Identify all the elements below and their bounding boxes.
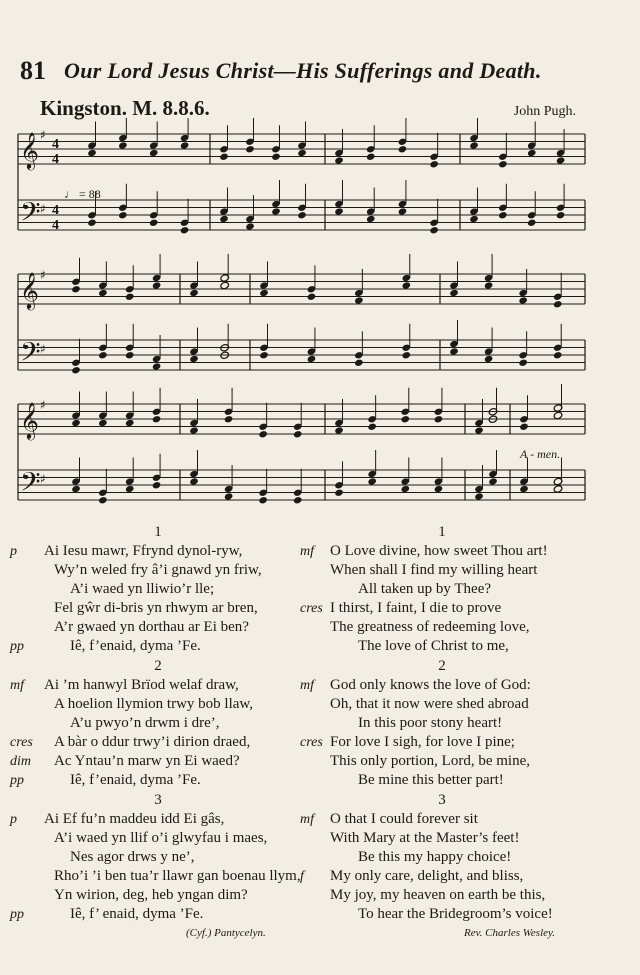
note-head — [527, 149, 537, 157]
note-head — [449, 289, 459, 297]
note-head — [98, 419, 108, 427]
verse-line — [300, 676, 600, 695]
lyric-text: Wy’n weled fry â’i gnawd yn friw, — [54, 562, 262, 578]
time-signature: 4 — [52, 137, 59, 152]
note-head — [474, 492, 484, 500]
note-head — [366, 153, 376, 161]
note-head — [98, 496, 108, 504]
bass-clef: 𝄢 — [20, 196, 41, 234]
note-head — [189, 289, 199, 297]
note-head — [259, 351, 269, 359]
note-head — [354, 296, 364, 304]
note-head — [474, 426, 484, 434]
note-head — [556, 211, 566, 219]
note-head — [297, 211, 307, 219]
bass-clef: 𝄢 — [20, 336, 41, 374]
verse-line — [300, 867, 600, 886]
key-signature-sharp: ♯ — [40, 342, 46, 356]
note-head — [334, 426, 344, 434]
lyric-text: All taken up by Thee? — [358, 581, 492, 597]
lyric-text: The love of Christ to me, — [358, 638, 509, 654]
english-verse-number: 1 — [438, 524, 446, 540]
note-head — [180, 141, 190, 149]
tune-name: Kingston. M. 8.8.6. — [40, 96, 210, 120]
note-head — [87, 219, 97, 227]
verse-line — [10, 733, 310, 752]
lyric-text: Iê, f’enaid, dyma ’Fe. — [70, 638, 201, 654]
lyric-text: To hear the Bridegroom’s voice! — [358, 906, 553, 922]
english-verse-number: 2 — [438, 658, 446, 674]
key-signature-sharp: ♯ — [40, 472, 46, 486]
note-head — [434, 485, 444, 493]
note-head — [398, 207, 408, 215]
verse-line — [10, 752, 310, 771]
verse-line — [10, 714, 310, 733]
note-head — [118, 211, 128, 219]
lyric-text: Yn wirion, deg, heb yngan dim? — [54, 887, 248, 903]
verse-line — [300, 714, 600, 733]
dynamic-marking: pp — [10, 639, 24, 654]
note-head — [553, 351, 563, 359]
hymn-title: Our Lord Jesus Christ—His Sufferings and Death. — [64, 58, 542, 83]
note-head — [125, 419, 135, 427]
dynamic-marking: mf — [300, 678, 314, 693]
verse-line — [10, 867, 310, 886]
note-head — [402, 351, 412, 359]
lyric-text: A’r gwaed yn dorthau ar Ei ben? — [54, 619, 249, 635]
verse-line — [10, 829, 310, 848]
note-head — [71, 285, 81, 293]
lyric-text: In this poor stony heart! — [358, 715, 503, 731]
lyric-text: Nes agor drws y ne’, — [70, 849, 195, 865]
english-verse-number: 3 — [438, 792, 446, 808]
dynamic-marking: mf — [300, 544, 314, 559]
lyric-text: Ai Ef fu’n maddeu idd Ei gâs, — [44, 811, 225, 827]
note-head — [245, 222, 255, 230]
verse-line — [10, 599, 310, 618]
author-line — [300, 924, 600, 943]
note-head — [556, 156, 566, 164]
note-head — [293, 496, 303, 504]
verse-line — [10, 561, 310, 580]
note-head — [498, 211, 508, 219]
composer: John Pugh. — [513, 104, 576, 119]
dynamic-marking: cres — [300, 601, 323, 616]
lyric-text: Be this my happy choice! — [358, 849, 512, 865]
time-signature: 4 — [52, 152, 59, 167]
note-head — [553, 485, 563, 493]
lyric-text: I thirst, I faint, I die to prove — [330, 600, 502, 616]
welsh-verse-number: 2 — [154, 658, 162, 674]
dynamic-marking: cres — [10, 735, 33, 750]
key-signature-sharp: ♯ — [40, 268, 46, 282]
note-head — [402, 281, 412, 289]
note-head — [498, 160, 508, 168]
english-verses — [300, 522, 600, 943]
lyric-text: Iê, f’ enaid, dyma ’Fe. — [70, 906, 204, 922]
note-head — [293, 430, 303, 438]
verse-line — [10, 580, 310, 599]
treble-clef: 𝄞 — [20, 131, 39, 169]
verse-line — [300, 810, 600, 829]
note-head — [367, 423, 377, 431]
dynamic-marking: pp — [10, 773, 24, 788]
key-signature-sharp: ♯ — [40, 202, 46, 216]
note-head — [245, 145, 255, 153]
lyric-text: Ai Iesu mawr, Ffrynd dynol-ryw, — [44, 543, 243, 559]
verse-line — [300, 733, 600, 752]
note-head — [125, 485, 135, 493]
verse-line — [300, 637, 600, 656]
note-head — [334, 156, 344, 164]
verse-line — [10, 542, 310, 561]
note-head — [71, 485, 81, 493]
note-head — [149, 219, 159, 227]
note-head — [307, 355, 317, 363]
note-head — [518, 296, 528, 304]
verse-line — [300, 886, 600, 905]
note-head — [484, 281, 494, 289]
note-head — [149, 149, 159, 157]
note-head — [98, 289, 108, 297]
verse-line — [300, 599, 600, 618]
note-head — [334, 207, 344, 215]
bass-clef: 𝄢 — [20, 466, 41, 504]
welsh-verse-number: 3 — [154, 792, 162, 808]
note-head — [152, 281, 162, 289]
note-head — [219, 215, 229, 223]
note-head — [527, 219, 537, 227]
note-head — [398, 145, 408, 153]
note-head — [429, 160, 439, 168]
lyric-text: Ac Yntau’n marw yn Ei waed? — [54, 753, 240, 769]
author-credit: Rev. Charles Wesley. — [464, 927, 556, 939]
hymn-number: 81 — [20, 56, 46, 85]
treble-clef: 𝄞 — [20, 401, 39, 439]
note-head — [152, 415, 162, 423]
welsh-verses — [10, 522, 310, 943]
lyric-text: This only portion, Lord, be mine, — [330, 753, 530, 769]
verse-line — [300, 905, 600, 924]
lyric-text: My only care, delight, and bliss, — [330, 868, 524, 884]
dynamic-marking: p — [10, 812, 17, 827]
note-head — [519, 485, 529, 493]
note-head — [367, 477, 377, 485]
verse-line — [300, 580, 600, 599]
note-head — [271, 153, 281, 161]
note-head — [125, 293, 135, 301]
verse-line — [300, 618, 600, 637]
note-head — [518, 359, 528, 367]
verse-line — [10, 810, 310, 829]
key-signature-sharp: ♯ — [40, 128, 46, 142]
lyric-text: A’u pwyo’n drwm i dre’, — [70, 715, 220, 731]
note-head — [224, 415, 234, 423]
verse-line — [300, 695, 600, 714]
note-head — [125, 351, 135, 359]
time-signature: 4 — [52, 218, 59, 233]
note-head — [449, 347, 459, 355]
lyric-text: O Love divine, how sweet Thou art! — [330, 543, 548, 559]
dynamic-marking: mf — [300, 812, 314, 827]
verse-line — [10, 695, 310, 714]
note-head — [189, 355, 199, 363]
verse-line — [10, 618, 310, 637]
note-head — [366, 215, 376, 223]
note-head — [488, 477, 498, 485]
note-head — [484, 355, 494, 363]
note-head — [334, 489, 344, 497]
lyric-text: God only knows the love of God: — [330, 677, 531, 693]
note-head — [189, 426, 199, 434]
note-head — [519, 423, 529, 431]
lyric-text: My joy, my heaven on earth be this, — [330, 887, 546, 903]
note-head — [189, 477, 199, 485]
note-head — [354, 359, 364, 367]
note-head — [258, 430, 268, 438]
verse-line — [300, 771, 600, 790]
note-head — [553, 300, 563, 308]
tempo-marking: ♩ = 88 — [64, 187, 101, 201]
lyric-text: A’i waed yn llif o’i glwyfau i maes, — [54, 830, 268, 846]
note-head — [87, 149, 97, 157]
note-head — [98, 351, 108, 359]
dynamic-marking: f — [300, 869, 304, 884]
note-head — [553, 411, 563, 419]
verse-line — [10, 848, 310, 867]
note-head — [180, 226, 190, 234]
lyric-text: A’i waed yn lliwio’r lle; — [70, 581, 215, 597]
lyric-text: O that I could forever sit — [330, 811, 478, 827]
note-head — [152, 481, 162, 489]
treble-clef: 𝄞 — [20, 271, 39, 309]
author-credit: (Cyf.) Pantycelyn. — [186, 927, 266, 939]
note-head — [429, 226, 439, 234]
note-head — [258, 496, 268, 504]
lyric-text: Fel gŵr di-bris yn rhwym ar bren, — [54, 600, 258, 616]
note-head — [469, 215, 479, 223]
verse-line — [10, 771, 310, 790]
note-head — [224, 492, 234, 500]
note-head — [401, 415, 411, 423]
dynamic-marking: dim — [10, 754, 31, 769]
note-head — [118, 141, 128, 149]
note-head — [71, 419, 81, 427]
verse-line — [300, 848, 600, 867]
verse-line — [300, 829, 600, 848]
verse-line — [300, 542, 600, 561]
note-head — [271, 207, 281, 215]
lyric-text: Oh, that it now were shed abroad — [330, 696, 529, 712]
verse-line — [10, 886, 310, 905]
author-line — [10, 924, 310, 943]
welsh-verse-number: 1 — [154, 524, 162, 540]
note-head — [220, 281, 230, 289]
verse-line — [10, 676, 310, 695]
lyric-text: A bàr o ddur trwy’i dirion draed, — [54, 734, 251, 750]
note-head — [401, 485, 411, 493]
note-head — [469, 141, 479, 149]
dynamic-marking: pp — [10, 907, 24, 922]
note-head — [259, 289, 269, 297]
dynamic-marking: cres — [300, 735, 323, 750]
time-signature: 4 — [52, 203, 59, 218]
lyric-text: A hoelion llymion trwy bob llaw, — [54, 696, 254, 712]
key-signature-sharp: ♯ — [40, 398, 46, 412]
music-score — [0, 118, 640, 508]
lyric-text: The greatness of redeeming love, — [330, 619, 530, 635]
note-head — [152, 362, 162, 370]
lyric-text: Be mine this better part! — [358, 772, 504, 788]
lyric-text: Rho’i ’i ben tua’r llawr gan boenau llym, — [54, 868, 301, 884]
verse-line — [300, 752, 600, 771]
note-head — [71, 366, 81, 374]
lyric-text: With Mary at the Master’s feet! — [330, 830, 520, 846]
lyric-text: When shall I find my willing heart — [330, 562, 538, 578]
note-head — [307, 293, 317, 301]
verse-line — [300, 561, 600, 580]
dynamic-marking: mf — [10, 678, 24, 693]
lyric-text: For love I sigh, for love I pine; — [330, 734, 515, 750]
lyric-text: Iê, f’enaid, dyma ’Fe. — [70, 772, 201, 788]
note-head — [297, 149, 307, 157]
dynamic-marking: p — [10, 544, 17, 559]
lyric-text: Ai ’m hanwyl Brïod welaf draw, — [44, 677, 239, 693]
note-head — [434, 415, 444, 423]
amen-text: A - men. — [520, 447, 561, 461]
verse-line — [10, 637, 310, 656]
verse-line — [10, 905, 310, 924]
note-head — [219, 153, 229, 161]
